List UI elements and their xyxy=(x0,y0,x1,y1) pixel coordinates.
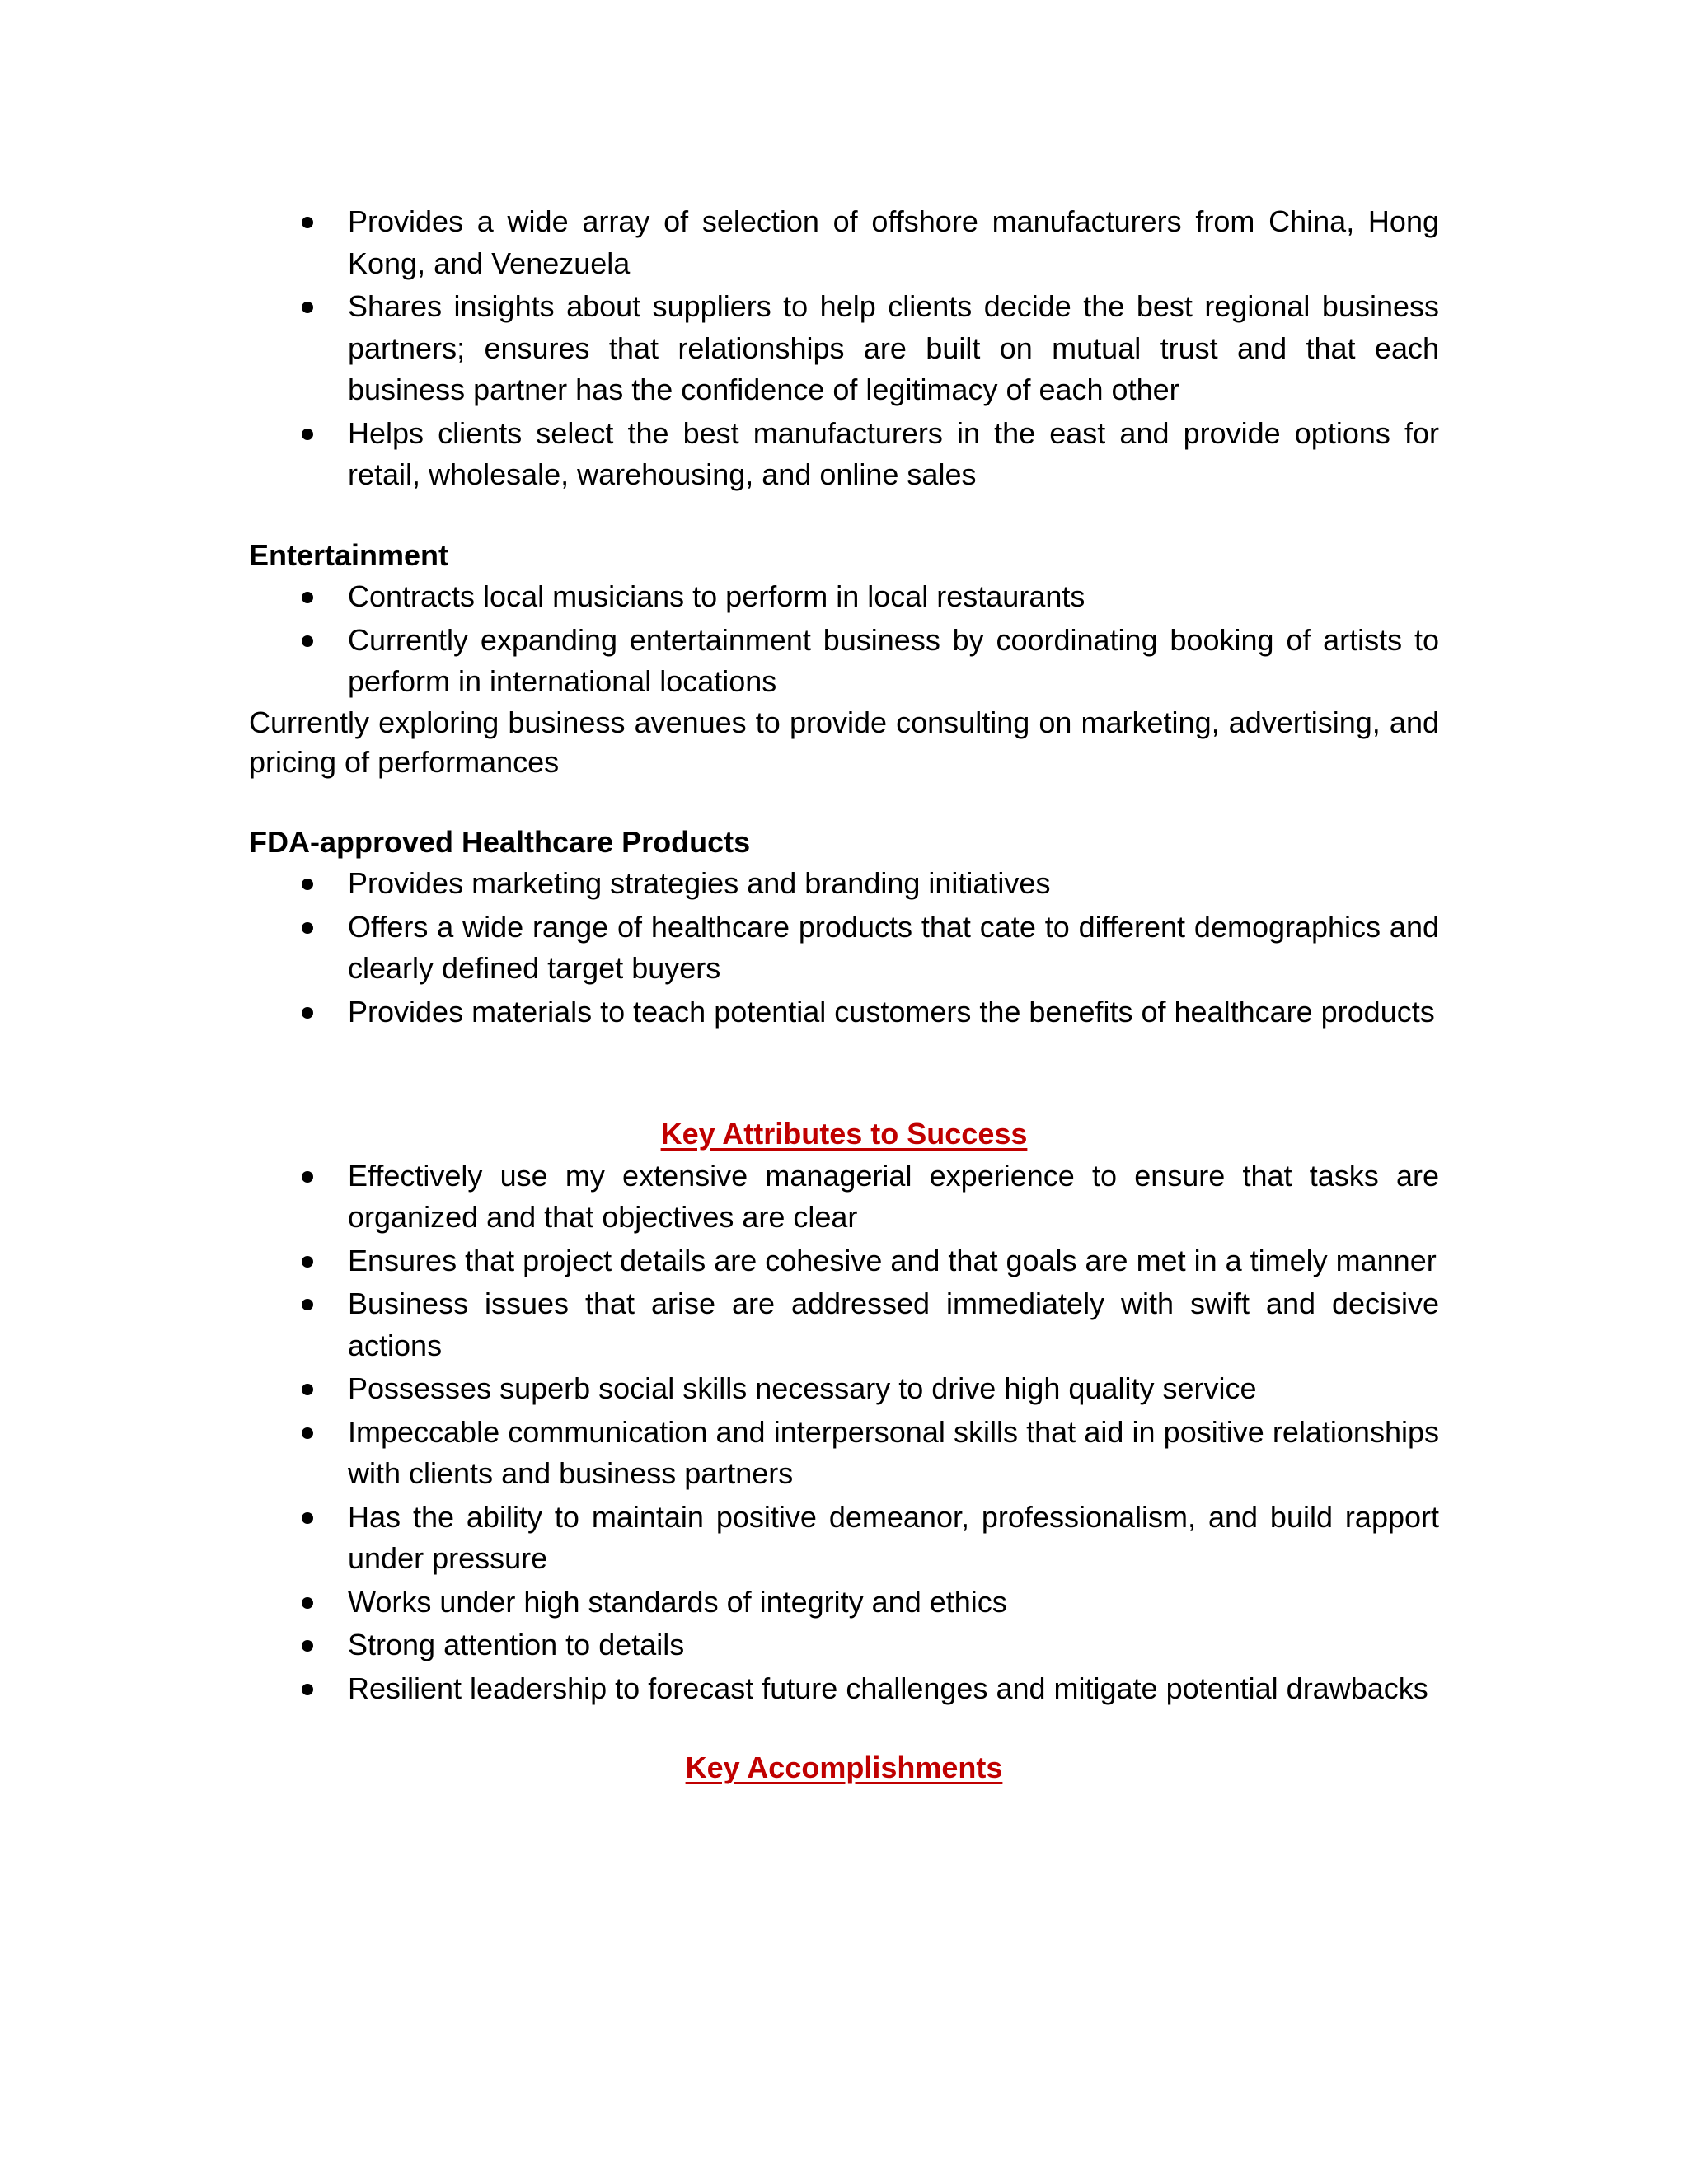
list-item xyxy=(249,576,1439,618)
list-item-text: Business issues that arise are addressed immediately with swift and decisive actions xyxy=(348,1286,1439,1362)
key-accomplishments-heading: Key Accomplishments xyxy=(685,1750,1003,1784)
bullet-icon xyxy=(302,1427,313,1439)
bullet-icon xyxy=(302,1299,313,1310)
list-item-text: Ensures that project details are cohesive and that goals are met in a timely manner xyxy=(348,1243,1437,1277)
spacer xyxy=(249,496,1439,535)
list-item xyxy=(249,1582,1439,1624)
list-item-text: Resilient leadership to forecast future challenges and mitigate potential drawbacks xyxy=(348,1671,1428,1705)
list-item xyxy=(249,991,1439,1033)
list-item-text: Provides marketing strategies and branding initiatives xyxy=(348,866,1051,900)
list-item xyxy=(249,413,1439,496)
bullet-icon xyxy=(302,1512,313,1524)
bullet-icon xyxy=(302,879,313,890)
entertainment-heading: Entertainment xyxy=(249,537,449,572)
list-item xyxy=(249,1624,1439,1666)
spacer xyxy=(249,1033,1439,1113)
bullet-icon xyxy=(302,302,313,313)
bullet-icon xyxy=(302,592,313,603)
bullet-icon xyxy=(302,1384,313,1395)
bullet-icon xyxy=(302,1597,313,1609)
entertainment-bullet-list xyxy=(249,576,1439,703)
list-item-text: Impeccable communication and interpersonal skills that aid in positive relationships with clients and business partners xyxy=(348,1414,1439,1490)
list-item xyxy=(249,863,1439,905)
list-item-text: Contracts local musicians to perform in local restaurants xyxy=(348,579,1085,613)
list-item-text: Effectively use my extensive managerial experience to ensure that tasks are organized and that objectives are clear xyxy=(348,1158,1439,1234)
healthcare-bullet-list xyxy=(249,863,1439,1033)
bullet-icon xyxy=(302,1171,313,1183)
page-content xyxy=(249,201,1439,1789)
list-item-text: Strong attention to details xyxy=(348,1628,685,1661)
list-item xyxy=(249,1412,1439,1495)
list-item xyxy=(249,1668,1439,1710)
list-item xyxy=(249,1368,1439,1410)
intro-bullet-list xyxy=(249,201,1439,496)
bullet-icon xyxy=(302,922,313,934)
list-item xyxy=(249,286,1439,411)
spacer xyxy=(249,1709,1439,1747)
list-item-text: Possesses superb social skills necessary to drive high quality service xyxy=(348,1371,1257,1405)
bullet-icon xyxy=(302,1256,313,1268)
list-item xyxy=(249,1497,1439,1580)
list-item xyxy=(249,1155,1439,1239)
list-item xyxy=(249,1240,1439,1282)
bullet-icon xyxy=(302,429,313,440)
healthcare-heading: FDA-approved Healthcare Products xyxy=(249,824,751,859)
list-item-text: Provides materials to teach potential customers the benefits of healthcare products xyxy=(348,994,1435,1029)
bullet-icon xyxy=(302,635,313,647)
spacer xyxy=(249,782,1439,822)
bullet-icon xyxy=(302,217,313,228)
list-item xyxy=(249,907,1439,990)
bullet-icon xyxy=(302,1007,313,1019)
list-item-text: Provides a wide array of selection of offshore manufacturers from China, Hong Kong, and Venezuela xyxy=(348,204,1439,280)
list-item xyxy=(249,1283,1439,1366)
bullet-icon xyxy=(302,1640,313,1652)
list-item xyxy=(249,620,1439,703)
list-item-text: Offers a wide range of healthcare products that cate to different demographics and clearly defined target buyers xyxy=(348,909,1439,985)
list-item-text: Currently expanding entertainment business by coordinating booking of artists to perform in international locations xyxy=(348,622,1439,698)
bullet-icon xyxy=(302,1684,313,1695)
list-item-text: Shares insights about suppliers to help clients decide the best regional business partners; ensures that relationships are built on mutual trust and that each business partner has the confidence of legitimacy of each other xyxy=(348,289,1439,406)
list-item-text: Helps clients select the best manufacturers in the east and provide options for retail, wholesale, warehousing, and online sales xyxy=(348,415,1439,491)
key-attributes-heading: Key Attributes to Success xyxy=(660,1117,1028,1151)
key-attributes-bullet-list xyxy=(249,1155,1439,1710)
list-item-text: Works under high standards of integrity and ethics xyxy=(348,1584,1007,1619)
entertainment-paragraph: Currently exploring business avenues to provide consulting on marketing, advertising, and pricing of performances xyxy=(249,705,1439,779)
list-item-text: Has the ability to maintain positive demeanor, professionalism, and build rapport under pressure xyxy=(348,1499,1439,1575)
list-item xyxy=(249,201,1439,284)
